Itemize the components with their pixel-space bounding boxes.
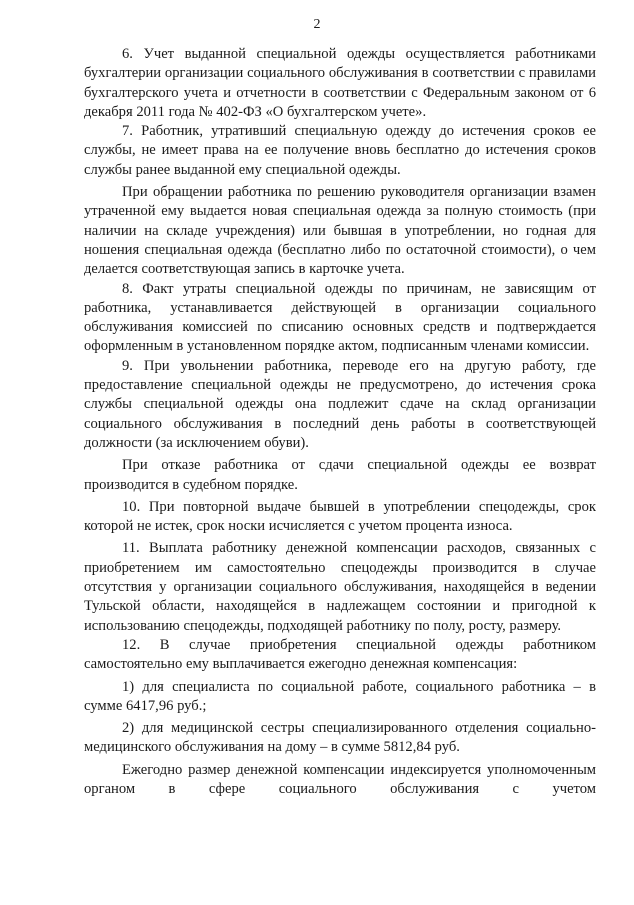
paragraph-7-lost-replacement: При обращении работника по решению руководителя организации взамен утраченной ему выдается новая специальная одежда за полную стоимость (при наличии на складе учреждения) или бывшая в употреблении, но годная для ношения специальная одежда (бесплатно либо по остаточной стоимости), о чем делается соответствующая запись в карточке учета. — [84, 184, 596, 278]
paragraph-7: 7. Работник, утративший специальную одежду до истечения сроков ее службы, не имеет права на ее получение вновь бесплатно до истечения сроков службы ранее выданной ему специальной одежды. — [84, 123, 596, 178]
page-number: 2 — [313, 17, 321, 32]
paragraph-11: 11. Выплата работнику денежной компенсации расходов, связанных с приобретением им самостоятельно спецодежды производится в случае отсутствия у организации социального обслуживания, находящейся в ведении Тульской области, находящейся в надлежащем состоянии и пригодной к использованию спецодежды, подходящей работнику по полу, росту, размеру. — [84, 540, 596, 634]
paragraph-9-refusal: При отказе работника от сдачи специальной одежды ее возврат производится в судебном порядке. — [84, 457, 596, 493]
paragraph-12: 12. В случае приобретения специальной одежды работником самостоятельно ему выплачивается ежегодно денежная компенсация: — [84, 636, 596, 673]
paragraph-indexation: Ежегодно размер денежной компенсации индексируется уполномоченным органом в сфере социального обслуживания с учетом — [84, 761, 596, 797]
paragraph-8: 8. Факт утраты специальной одежды по причинам, не зависящим от работника, устанавливается действующей в организации социального обслуживания комиссией по списанию основных средств и подтверждается оформленным в установленном порядке актом, подписанным членами комиссии. — [84, 280, 596, 355]
paragraph-12-item-1: 1) для специалиста по социальной работе, социального работника – в сумме 6417,96 руб.; — [84, 678, 596, 714]
paragraph-9: 9. При увольнении работника, переводе его на другую работу, где предоставление специальной одежды не предусмотрено, до истечения срока службы специальной одежды она подлежит сдаче на склад организации социального обслуживания в последний день работы в соответствующей должности (за исключением обуви). — [84, 357, 596, 451]
paragraph-6: 6. Учет выданной специальной одежды осуществляется работниками бухгалтерии организации социального обслуживания в соответствии с правилами бухгалтерского учета и отчетности в соответствии с Федеральным законом от 6 декабря 2011 года № 402-ФЗ «О бухгалтерском учете». — [84, 46, 596, 120]
paragraph-12-item-2: 2) для медицинской сестры специализированного отделения социально-медицинского обслуживания на дому – в сумме 5812,84 руб. — [84, 720, 596, 756]
document-body — [84, 45, 596, 799]
paragraph-10: 10. При повторной выдаче бывшей в употреблении спецодежды, срок которой не истек, срок носки исчисляется с учетом процента износа. — [84, 498, 596, 535]
